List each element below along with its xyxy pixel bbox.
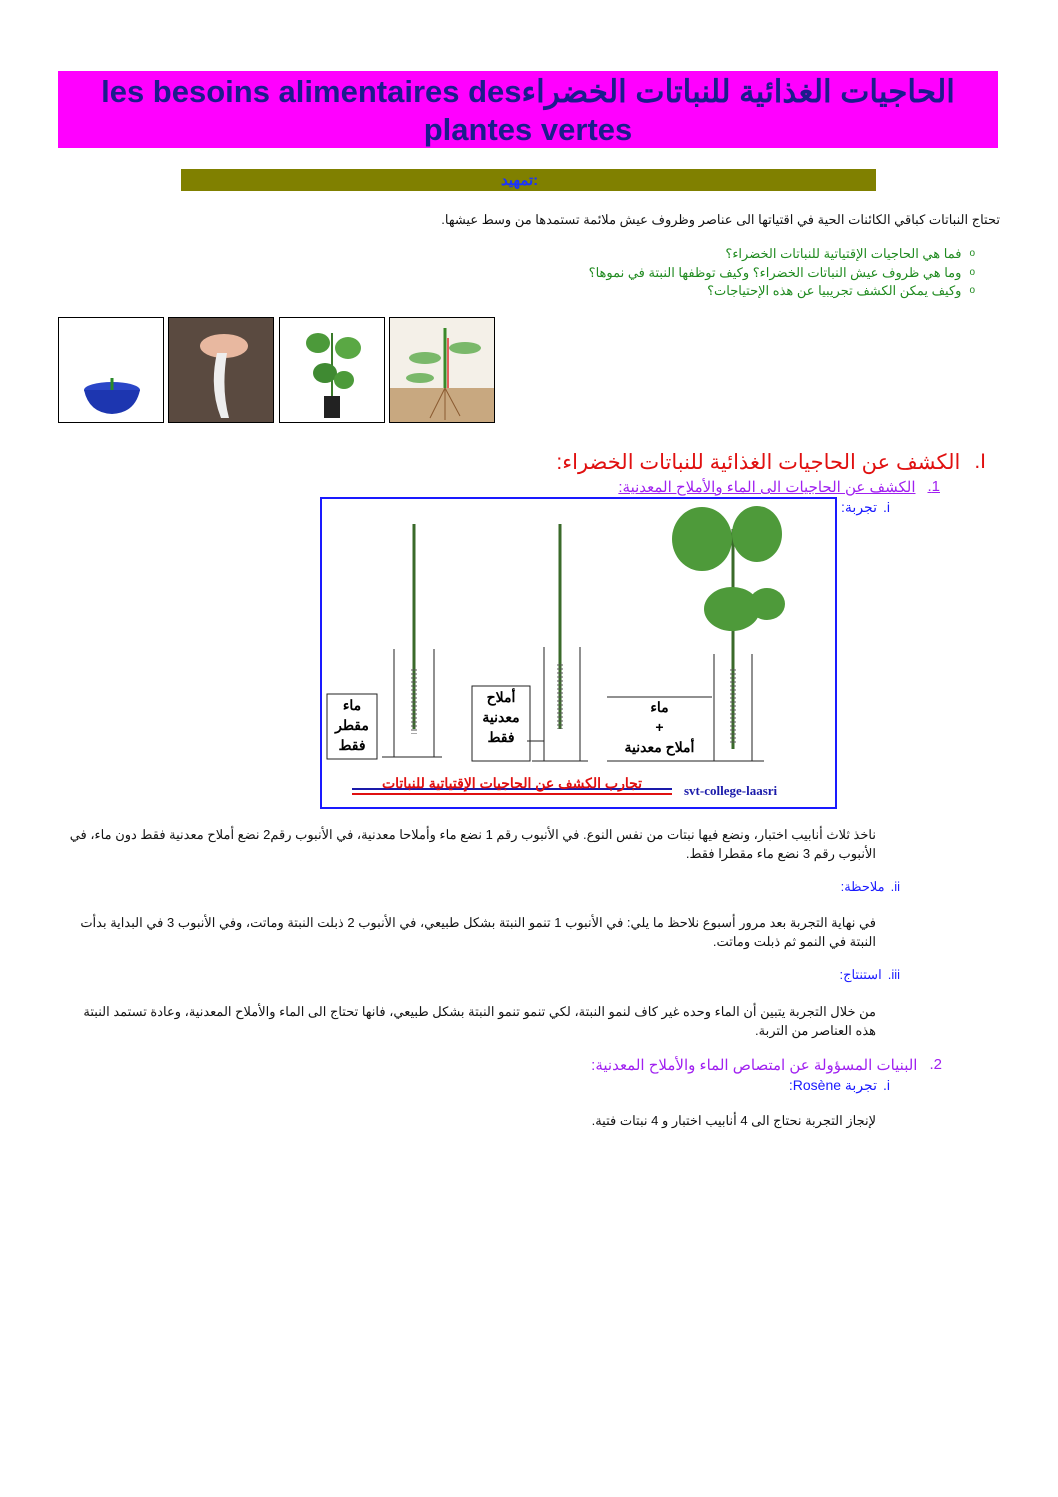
- question-text: وكيف يمكن الكشف تجريبيا عن هذه الإحتياجات؟: [707, 283, 962, 298]
- label-line: أملاح معدنية: [624, 739, 695, 755]
- page-title: [58, 71, 998, 148]
- subsection-number: 1.: [927, 478, 940, 495]
- observation-text: في نهاية التجربة بعد مرور أسبوع نلاحظ ما يلي: في الأنبوب 1 تنمو النبتة بشكل طبيعي، في الأنبوب 2 ذبلت النبتة وماتت، وفي الأنبوب 3 في البداية بدأت النبتة في النمو ثم ذبلت وماتت.: [80, 915, 876, 949]
- thumbnail-germinating-seed[interactable]: [168, 317, 274, 423]
- subsection-title: البنيات المسؤولة عن امتصاص الماء والأملاح المعدنية:: [591, 1057, 918, 1074]
- intro-paragraph: تحتاج النباتات كباقي الكائنات الحية في اقتياتها الى عناصر وظروف عيش ملائمة تستمدها من وسط عيشها.: [441, 212, 1000, 227]
- label-line: فقط: [487, 729, 515, 745]
- conclusion-text: من خلال التجربة يتبين أن الماء وحده غير كاف لنمو النبتة، لكي تنمو تنمو النبتة بشكل طبيعي، فانها تحتاج الى الماء والأملاح المعدنية، وعادة تستمد النبتة هذه العناصر من التربة.: [83, 1004, 876, 1038]
- tube-1-label: [612, 697, 707, 757]
- experiment-figure: [320, 497, 837, 809]
- intro-questions: [589, 245, 975, 301]
- observation-heading: [841, 879, 900, 895]
- intro-heading: تمهيد:: [501, 172, 539, 189]
- section-title: الكشف عن الحاجيات الغذائية للنباتات الخضراء:: [556, 451, 961, 474]
- section-number: I.: [974, 450, 986, 473]
- tube-3-label: [328, 695, 376, 755]
- label-line: فقط: [338, 737, 366, 753]
- subsection-number: 2.: [929, 1056, 942, 1073]
- label-line: +: [655, 719, 664, 735]
- item-title: ملاحظة:: [840, 879, 885, 894]
- thumbnail-seed-pot[interactable]: [58, 317, 164, 423]
- label-line: مقطر: [335, 717, 369, 733]
- item-number: i.: [882, 1077, 890, 1093]
- intro-heading-bar: [181, 169, 876, 191]
- title-latin-2: plantes vertes: [423, 112, 633, 147]
- rosene-text: لإنجاز التجربة نحتاج الى 4 أنابيب اختبار و 4 نبتات فتية.: [591, 1113, 876, 1128]
- label-line: ماء: [342, 697, 362, 713]
- subsection-title: الكشف عن الحاجيات الى الماء والأملاح المعدنية:: [618, 479, 916, 496]
- plants-in-tubes-illustration: [322, 499, 835, 807]
- subsection-1-heading: [618, 478, 940, 496]
- figure-caption: تجارب الكشف عن الحاجيات الإقتياتية للنباتات: [381, 775, 643, 791]
- subsection-2-heading: [591, 1056, 942, 1074]
- thumbnail-plant-diagram[interactable]: [389, 317, 495, 423]
- label-line: معدنية: [482, 709, 520, 725]
- item-title: تجربة:: [841, 499, 877, 515]
- question-text: فما هي الحاجيات الإقتياتية للنباتات الخضراء؟: [725, 246, 962, 261]
- experiment-text: ناخذ ثلاث أنابيب اختبار، ونضع فيها نبتات من نفس النوع. في الأنبوب رقم 1 نضع ماء وأملاحا معدنية، في الأنبوب رقم2 نضع أملاح معدنية فقط دون ماء، في الأنبوب رقم 3 نضع ماء مقطرا فقط.: [69, 827, 876, 861]
- label-line: ماء: [650, 699, 669, 715]
- question-text: وما هي ظروف عيش النباتات الخضراء؟ وكيف توظفها النبتة في نموها؟: [588, 264, 962, 280]
- tube-2-label: [474, 687, 528, 747]
- label-line: أملاح: [486, 689, 516, 705]
- title-arabic: الحاجيات الغذائية للنباتات الخضراء: [521, 74, 955, 109]
- question-item: o وما هي ظروف عيش النباتات الخضراء؟ وكيف توظفها النبتة في نموها؟: [589, 264, 975, 283]
- experiment-heading: [841, 499, 890, 516]
- item-title: استنتاج:: [839, 967, 882, 982]
- item-number: i.: [882, 499, 890, 515]
- question-item: o فما هي الحاجيات الإقتياتية للنباتات الخضراء؟: [589, 245, 975, 264]
- item-number: iii.: [887, 967, 900, 982]
- item-number: ii.: [890, 879, 900, 894]
- question-item: o وكيف يمكن الكشف تجريبيا عن هذه الإحتياجات؟: [589, 282, 975, 301]
- thumbnail-young-plant[interactable]: [279, 317, 385, 423]
- conclusion-heading: [839, 967, 900, 983]
- rosene-experiment-heading: [789, 1077, 890, 1094]
- item-title: تجربة Rosène:: [788, 1077, 877, 1093]
- section-1-heading: [556, 450, 986, 475]
- figure-credit: svt-college-laasri: [684, 783, 778, 798]
- title-latin: les besoins alimentaires des: [101, 74, 522, 109]
